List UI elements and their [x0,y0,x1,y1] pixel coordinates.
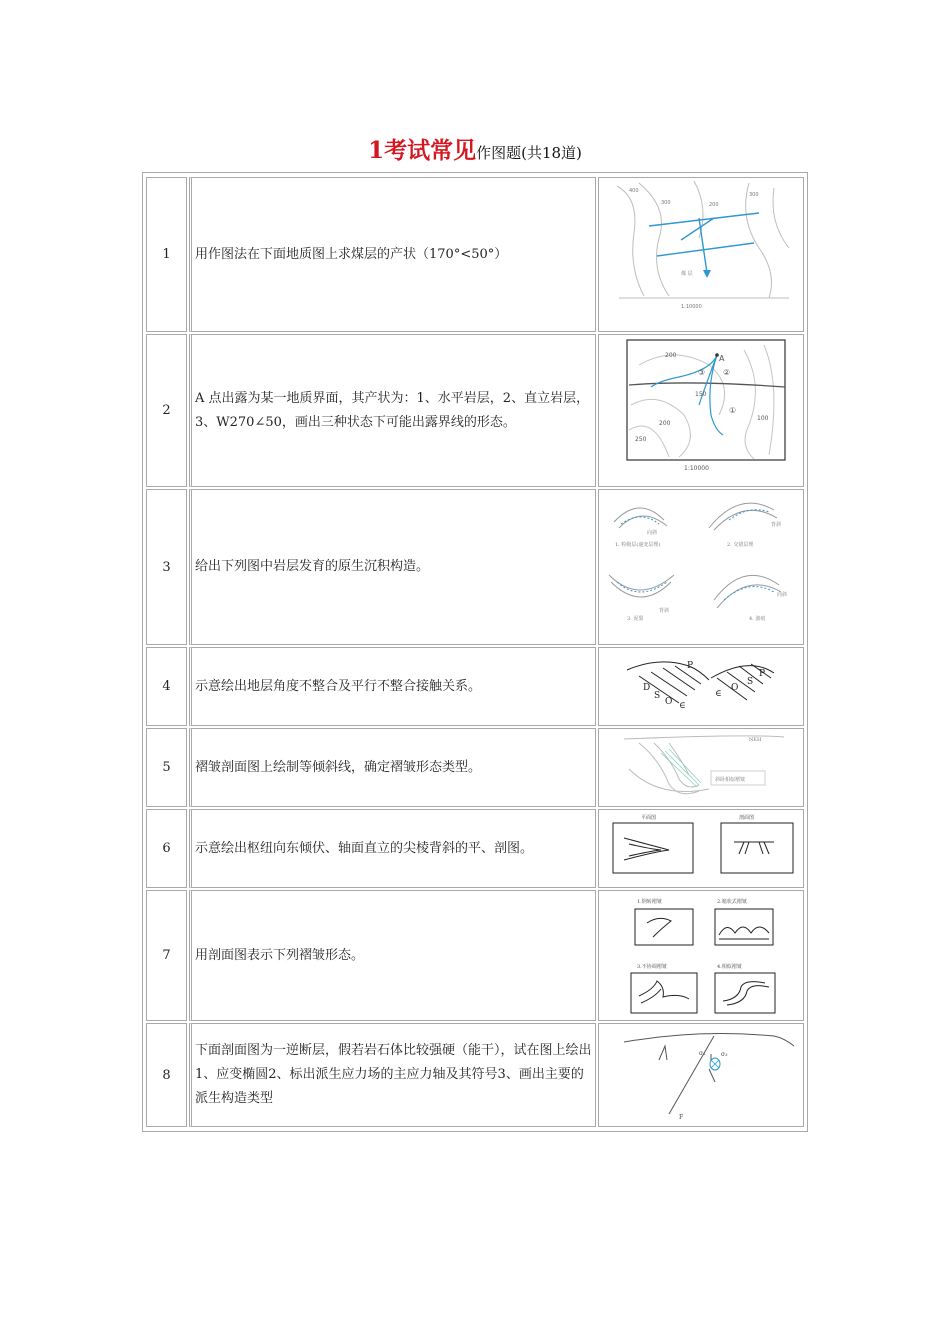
svg-text:平面图: 平面图 [641,815,657,821]
svg-text:250: 250 [635,436,647,443]
svg-text:4. 波痕: 4. 波痕 [749,616,766,622]
fold-profile-figure [599,729,804,807]
row-question: 用作图法在下面地质图上求煤层的产状（170°<50°） [189,177,596,332]
svg-text:300: 300 [661,200,671,206]
row-question: 用剖面图表示下列褶皱形态。 [189,890,596,1021]
figure-cell [598,489,804,645]
svg-text:1:10000: 1:10000 [684,465,709,472]
svg-text:3. 泥裂: 3. 泥裂 [627,616,644,622]
table-row [146,334,804,487]
svg-text:3.不协调褶皱: 3.不协调褶皱 [637,964,667,970]
title-suffix: 作图题(共18道) [476,144,582,162]
row-question: 示意绘出枢纽向东倾伏、轴面直立的尖棱背斜的平、剖图。 [189,809,596,888]
svg-text:2.箱状式褶皱: 2.箱状式褶皱 [717,899,747,905]
sedimentary-structures-figure [599,490,804,645]
svg-text:P: P [759,669,766,679]
svg-text:∈: ∈ [715,689,722,699]
svg-text:150: 150 [695,391,707,398]
row-question: 示意绘出地层角度不整合及平行不整合接触关系。 [189,647,596,726]
svg-text:F: F [679,1114,684,1121]
svg-text:背斜: 背斜 [771,522,782,528]
page-title [0,136,950,168]
row-number: 5 [146,728,187,807]
svg-text:300: 300 [749,192,759,198]
svg-text:100: 100 [757,415,769,422]
row-question: A 点出露为某一地质界面，其产状为：1、水平岩层，2、直立岩层，3、W270∠50，画出三种状态下可能出露界线的形态。 [189,334,596,487]
coal-seam-map-figure [599,178,804,332]
fold-types-figure [599,891,804,1021]
svg-text:斜卧相似褶皱: 斜卧相似褶皱 [715,777,746,783]
row-number: 7 [146,890,187,1021]
svg-text:S: S [654,691,661,701]
row-question: 褶皱剖面图上绘制等倾斜线，确定褶皱形态类型。 [189,728,596,807]
svg-text:煤 层: 煤 层 [681,271,693,277]
svg-text:A: A [719,354,725,363]
figure-cell [598,647,804,726]
figure-cell [598,728,804,807]
reverse-fault-figure [599,1024,804,1127]
table-row [146,728,804,807]
table-row [146,890,804,1021]
svg-text:200: 200 [709,202,719,208]
svg-text:向斜: 向斜 [777,592,788,598]
svg-text:200: 200 [659,420,671,427]
table-row [146,177,804,332]
svg-text:背斜: 背斜 [659,608,670,614]
svg-text:②: ② [723,368,731,377]
svg-text:400: 400 [629,188,639,194]
row-number: 4 [146,647,187,726]
figure-cell [598,334,804,487]
title-prefix: 1考试常见 [368,137,477,164]
row-question: 给出下列图中岩层发育的原生沉积构造。 [189,489,596,645]
svg-text:NEH: NEH [749,737,762,743]
svg-text:σ₃: σ₃ [721,1051,728,1058]
svg-text:D: D [643,683,651,693]
svg-text:1.倒转褶皱: 1.倒转褶皱 [637,899,662,905]
svg-text:剖面图: 剖面图 [739,815,755,821]
svg-text:O: O [665,697,673,707]
svg-text:S: S [747,677,754,687]
table-row [146,1023,804,1127]
contour-map-figure [599,335,804,487]
svg-text:1. 粒级层(递变层理): 1. 粒级层(递变层理) [615,542,661,548]
svg-text:200: 200 [665,352,677,359]
svg-text:2. 交错层理: 2. 交错层理 [727,542,754,548]
row-number: 6 [146,809,187,888]
svg-text:向斜: 向斜 [647,530,658,536]
row-number: 1 [146,177,187,332]
figure-cell [598,809,804,888]
questions-table [142,172,808,1132]
figure-cell [598,890,804,1021]
row-question: 下面剖面图为一逆断层，假若岩石体比较强硬（能干），试在图上绘出1、应变椭圆2、标出派生应力场的主应力轴及其符号3、画出主要的派生构造类型 [189,1023,596,1127]
anticline-plan-section-figure [599,810,804,888]
row-number: 2 [146,334,187,487]
svg-text:③: ③ [698,368,706,377]
svg-text:4.相似褶皱: 4.相似褶皱 [717,964,742,970]
table-row [146,809,804,888]
row-number: 3 [146,489,187,645]
svg-text:①: ① [729,406,737,415]
svg-text:∈: ∈ [679,701,686,711]
table-row [146,647,804,726]
row-number: 8 [146,1023,187,1127]
svg-text:O: O [731,683,739,693]
svg-text:1:10000: 1:10000 [681,304,702,310]
figure-cell [598,177,804,332]
figure-cell [598,1023,804,1127]
svg-text:P: P [687,661,694,671]
unconformity-figure [599,648,804,726]
svg-text:σ₁: σ₁ [699,1050,706,1057]
table-row [146,489,804,645]
